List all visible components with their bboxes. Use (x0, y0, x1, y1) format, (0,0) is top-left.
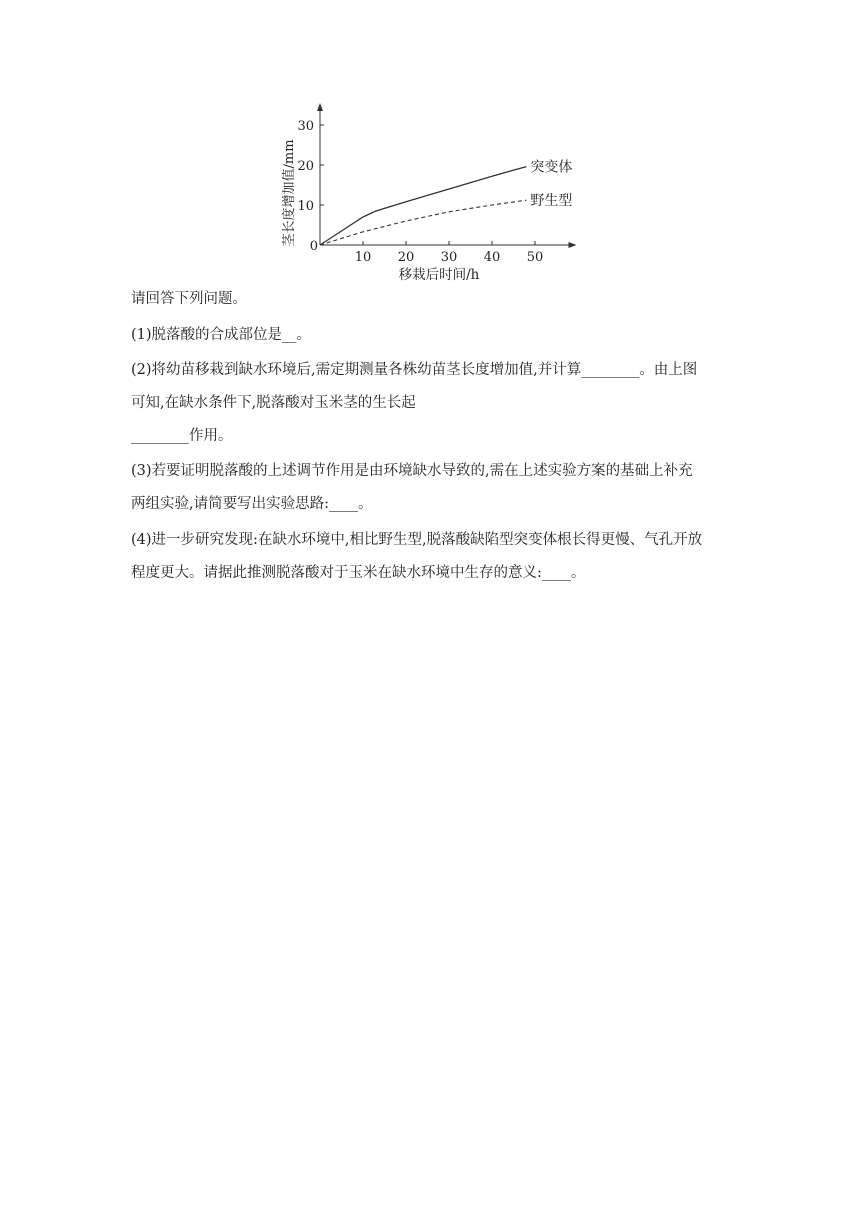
y-tick-label: 30 (297, 119, 314, 134)
question-4-line-2: 程度更大。请据此推测脱落酸对于玉米在缺水环境中生存的意义:____。 (131, 565, 586, 581)
y-tick-label: 20 (297, 159, 314, 174)
chart-series (320, 167, 526, 245)
question-3-line-2: 两组实验,请简要写出实验思路:____。 (131, 496, 373, 512)
question-2-line-2: 可知,在缺水条件下,脱落酸对玉米茎的生长起 (131, 395, 416, 411)
y-tick-label: 10 (297, 199, 314, 214)
question-3-line-1: (3)若要证明脱落酸的上述调节作用是由环境缺水导致的,需在上述实验方案的基础上补充 (131, 463, 693, 479)
question-2-line-3: ________作用。 (131, 428, 233, 444)
x-axis-arrow (569, 242, 577, 248)
x-tick-label: 20 (397, 250, 415, 265)
x-tick-label: 50 (526, 250, 544, 265)
chart-ticks (297, 119, 543, 265)
y-axis-arrow (317, 103, 323, 111)
question-1: (1)脱落酸的合成部位是__。 (131, 327, 312, 343)
series-label: 突变体 (530, 159, 573, 176)
y-tick-label: 0 (309, 239, 318, 254)
growth-chart (270, 96, 590, 286)
series-line-mutant (320, 167, 526, 245)
series-label: 野生型 (530, 193, 573, 210)
x-axis-label: 移栽后时间/h (398, 267, 480, 283)
question-4-line-1: (4)进一步研究发现:在缺水环境中,相比野生型,脱落酸缺陷型突变体根长得更慢、气孔开放 (131, 532, 703, 548)
x-tick-label: 40 (483, 250, 501, 265)
y-axis-label: 茎长度增加值/mm (282, 139, 297, 247)
question-2-line-1: (2)将幼苗移栽到缺水环境后,需定期测量各株幼苗茎长度增加值,并计算________。由上图 (131, 362, 698, 378)
series-line-wildtype (320, 200, 526, 245)
intro-text: 请回答下列问题。 (131, 291, 247, 307)
x-tick-label: 30 (440, 250, 458, 265)
x-tick-label: 10 (354, 250, 372, 265)
